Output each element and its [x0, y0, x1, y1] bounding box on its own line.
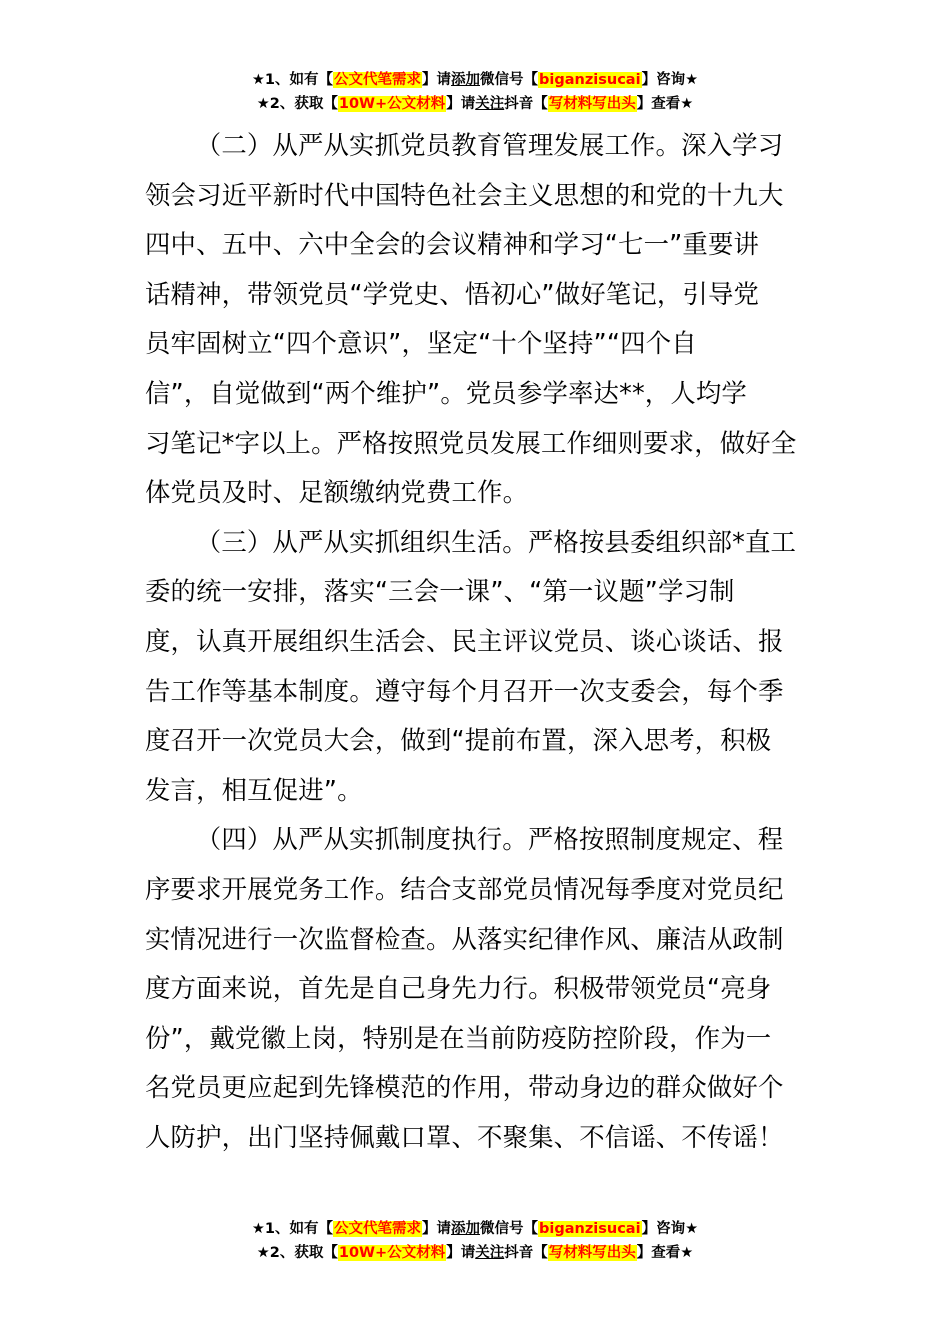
- paragraph-organizational-life: [145, 518, 801, 816]
- banner-text: ★2、获取【: [256, 96, 338, 112]
- follow-underlined: 关注: [475, 1245, 505, 1261]
- text-line: 实情况进行一次监督检查。从落实纪律作风、廉洁从政制: [145, 923, 784, 954]
- banner-text: 】咨询★: [641, 72, 699, 88]
- text-line: 名党员更应起到先锋模范的作用，带动身边的群众做好个: [145, 1072, 784, 1103]
- header-banner-line-1: [0, 68, 950, 92]
- banner-text: 】请: [446, 1245, 476, 1261]
- banner-text: 】请: [446, 96, 476, 112]
- banner-text: 】咨询★: [641, 1221, 699, 1237]
- text-line: 告工作等基本制度。遵守每个月召开一次支委会，每个季: [145, 675, 784, 706]
- wechat-id-highlight: biganzisucai: [539, 1221, 641, 1237]
- banner-text: 】查看★: [636, 96, 694, 112]
- text-line: （四）从严从实抓制度执行。严格按照制度规定、程: [195, 824, 784, 855]
- banner-text: ★1、如有【: [251, 1221, 334, 1237]
- paragraph-party-member-education: [145, 121, 801, 518]
- header-banner: [0, 68, 950, 116]
- text-line: 员牢固树立“四个意识”，坚定“十个坚持”“四个自: [145, 328, 697, 359]
- text-line: （二）从严从实抓党员教育管理发展工作。深入学习: [195, 130, 784, 160]
- service-highlight: 公文代笔需求: [334, 72, 422, 88]
- banner-text: 】请: [422, 1221, 452, 1237]
- douyin-account-highlight: 写材料写出头: [548, 1245, 636, 1261]
- banner-text: ★2、获取【: [256, 1245, 338, 1261]
- banner-text: ★1、如有【: [251, 72, 334, 88]
- text-line: 习笔记*字以上。严格按照党员发展工作细则要求，做好全: [145, 427, 797, 458]
- text-line: 度方面来说，首先是自己身先力行。积极带领党员“亮身: [145, 973, 772, 1004]
- header-banner-line-2: [0, 92, 950, 116]
- text-line: 信”，自觉做到“两个维护”。党员参学率达**，人均学: [145, 377, 747, 408]
- banner-text: 】查看★: [636, 1245, 694, 1261]
- text-line: 四中、五中、六中全会的会议精神和学习“七一”重要讲: [145, 229, 760, 260]
- wechat-id-highlight: biganzisucai: [539, 72, 641, 88]
- add-underlined: 添加: [451, 72, 481, 88]
- text-line: 度召开一次党员大会，做到“提前布置，深入思考，积极: [145, 725, 772, 756]
- banner-text: 】请: [422, 72, 452, 88]
- text-line: 话精神，带领党员“学党史、悟初心”做好笔记，引导党: [145, 278, 760, 309]
- document-body: [145, 121, 801, 1162]
- text-line: 人防护，出门坚持佩戴口罩、不聚集、不信谣、不传谣！: [145, 1121, 784, 1152]
- banner-text: 微信号【: [480, 72, 539, 88]
- text-line: 序要求开展党务工作。结合支部党员情况每季度对党员纪: [145, 873, 784, 904]
- banner-text: 抖音【: [504, 1245, 548, 1261]
- text-line: 发言，相互促进”。: [145, 774, 363, 805]
- text-line: 委的统一安排，落实“三会一课”、“第一议题”学习制: [145, 576, 735, 607]
- text-line: 份”，戴党徽上岗，特别是在当前防疫防控阶段，作为一: [145, 1022, 772, 1053]
- text-line: 度，认真开展组织生活会、民主评议党员、谈心谈话、报: [145, 625, 784, 656]
- text-line: （三）从严从实抓组织生活。严格按县委组织部*直工: [195, 526, 797, 557]
- footer-banner-line-1: [0, 1217, 950, 1241]
- footer-banner: [0, 1217, 950, 1265]
- text-line: 体党员及时、足额缴纳党费工作。: [145, 477, 529, 508]
- banner-text: 抖音【: [504, 96, 548, 112]
- paragraph-system-execution: [145, 815, 801, 1162]
- douyin-account-highlight: 写材料写出头: [548, 96, 636, 112]
- materials-highlight: 10W+公文材料: [338, 1245, 446, 1261]
- add-underlined: 添加: [451, 1221, 481, 1237]
- service-highlight: 公文代笔需求: [334, 1221, 422, 1237]
- banner-text: 微信号【: [480, 1221, 539, 1237]
- footer-banner-line-2: [0, 1241, 950, 1265]
- follow-underlined: 关注: [475, 96, 505, 112]
- text-line: 领会习近平新时代中国特色社会主义思想的和党的十九大: [145, 179, 784, 210]
- materials-highlight: 10W+公文材料: [338, 96, 446, 112]
